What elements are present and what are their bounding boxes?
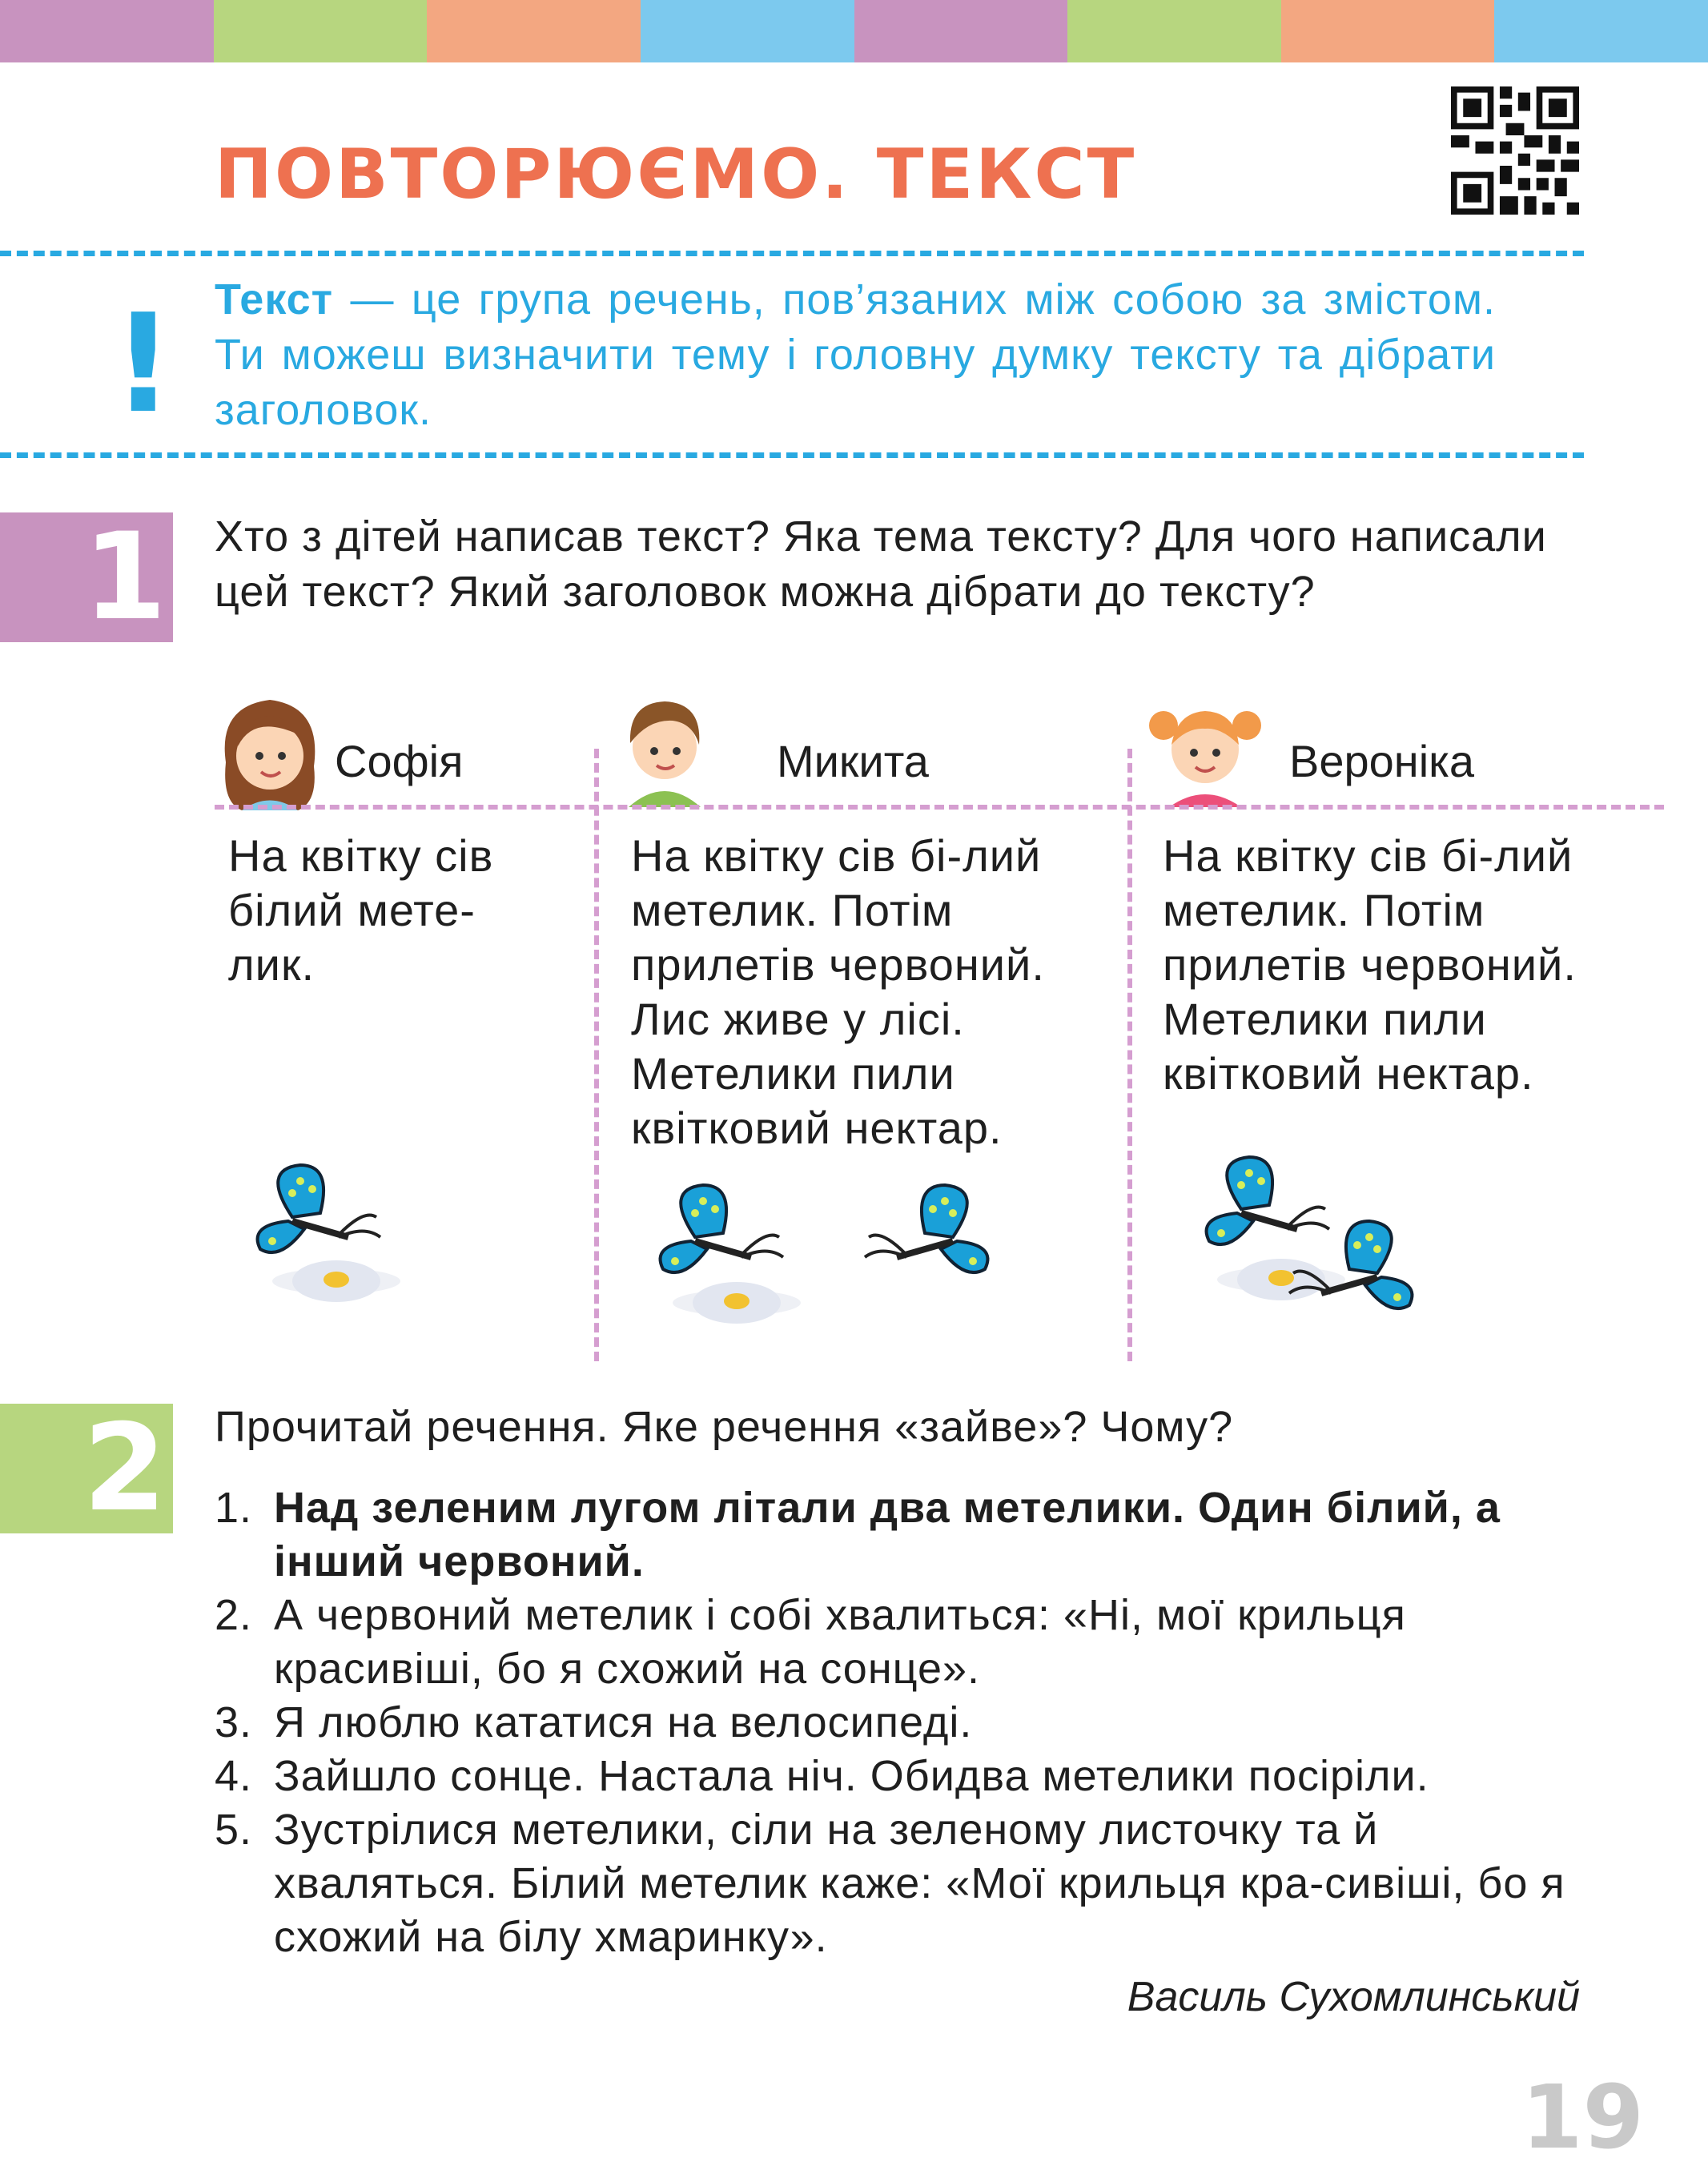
list-number: 3. [215, 1698, 253, 1746]
list-item [215, 1803, 1592, 1964]
list-text: Зайшло сонце. Настала ніч. Обидва метелики посіріли. [274, 1752, 1429, 1800]
header-color-stripes [0, 0, 1708, 62]
rule-term: Текст [215, 275, 334, 323]
column-divider [594, 749, 599, 1361]
rule-text [215, 272, 1496, 438]
list-text: Зустрілися метелики, сіли на зеленому листочку та й хваляться. Білий метелик каже: «Мої крильця кра-сивіші, бо я схожий на білу хмаринку». [274, 1806, 1565, 1961]
list-item [215, 1750, 1592, 1803]
list-text: Я люблю кататися на велосипеді. [274, 1698, 973, 1746]
stripe [854, 0, 1068, 62]
sentence-list [215, 1481, 1592, 1964]
stripe [0, 0, 214, 62]
page-number: 19 [1521, 2066, 1645, 2168]
stripe [641, 0, 854, 62]
task-number-1: 1 [0, 512, 173, 642]
list-number: 1. [215, 1484, 253, 1532]
rule-bottom-divider [0, 452, 1584, 458]
rule-top-divider [0, 251, 1584, 256]
boy-mykyta-avatar [613, 687, 717, 807]
stripe [214, 0, 428, 62]
kid-name-mykyta: Микита [777, 736, 929, 786]
list-text: Над зеленим лугом літали два метелики. Один білий, а інший червоний. [274, 1484, 1501, 1585]
kid-text-sofia: На квітку сів білий мете-лик. [228, 830, 494, 990]
task1-question: Хто з дітей написав текст? Яка тема тексту? Для чого написали цей текст? Який заголовок можна дібрати до тексту? [215, 512, 1547, 616]
author-signature: Василь Сухомлинський [1127, 1974, 1580, 2020]
kid-name-veronika: Вероніка [1289, 736, 1475, 786]
list-item [215, 1589, 1592, 1696]
girl-veronika-avatar [1141, 687, 1269, 807]
kids-header-divider [215, 805, 1664, 810]
list-number: 2. [215, 1591, 253, 1639]
butterfly-image [244, 1161, 388, 1265]
rule-definition: — це група речень, пов’язаних між собою за змістом. Ти можеш визначити тему і головну думку тексту та дібрати заголовок. [215, 275, 1496, 434]
list-item [215, 1696, 1592, 1750]
list-item [215, 1481, 1592, 1589]
kid-text-mykyta: На квітку сів бі-лий метелик. Потім прилетів червоний. Лис живе у лісі. Метелики пили квітковий нектар. [631, 830, 1045, 1153]
stripe [1067, 0, 1281, 62]
kid-name-sofia: Софія [335, 736, 464, 786]
stripe [1494, 0, 1708, 62]
girl-sofia-avatar [210, 690, 330, 810]
butterfly-image [1281, 1217, 1425, 1321]
list-text: А червоний метелик і собі хвалиться: «Ні, мої крильця красивіші, бо я схожий на сонце». [274, 1591, 1406, 1693]
flower-image [264, 1257, 408, 1313]
qr-code-icon[interactable] [1451, 86, 1579, 215]
stripe [1281, 0, 1495, 62]
butterfly-image [647, 1181, 791, 1285]
flower-image [665, 1279, 809, 1335]
page-title: ПОВТОРЮЄМО. ТЕКСТ [215, 135, 1137, 215]
exclamation-icon: ! [112, 285, 175, 444]
list-number: 4. [215, 1752, 253, 1800]
task-number-2: 2 [0, 1404, 173, 1533]
list-number: 5. [215, 1806, 253, 1854]
kid-text-veronika: На квітку сів бі-лий метелик. Потім прилетів червоний. Метелики пили квітковий нектар. [1163, 830, 1577, 1099]
task2-instruction: Прочитай речення. Яке речення «зайве»? Чому? [215, 1403, 1234, 1451]
column-divider [1127, 749, 1132, 1361]
butterfly-image [857, 1181, 1001, 1285]
stripe [427, 0, 641, 62]
